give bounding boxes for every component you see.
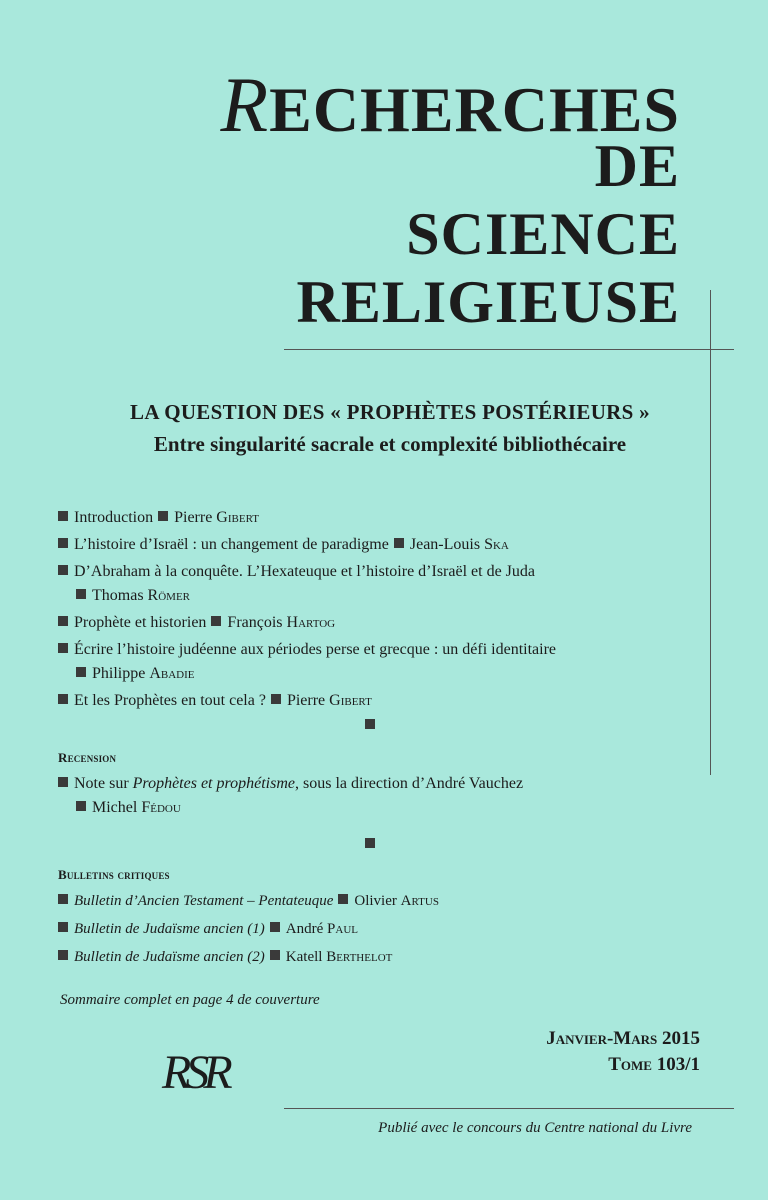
bullet-square-icon bbox=[58, 950, 68, 960]
bullet-square-icon bbox=[76, 589, 86, 599]
horizontal-rule bbox=[284, 349, 734, 350]
bullet-square-icon bbox=[58, 694, 68, 704]
title-initial: R bbox=[220, 61, 270, 148]
bullet-square-icon bbox=[58, 565, 68, 575]
journal-title-line-3: SCIENCE bbox=[406, 201, 680, 267]
bullet-square-icon bbox=[58, 922, 68, 932]
author-first: Pierre bbox=[174, 509, 213, 526]
recension-prefix: Note sur bbox=[74, 775, 133, 792]
author-first: Katell bbox=[285, 949, 323, 965]
article-title: Et les Prophètes en tout cela ? bbox=[74, 692, 266, 709]
recension-label: Recension bbox=[58, 750, 117, 765]
article-title: L’histoire d’Israël : un changement de paradigme bbox=[74, 536, 389, 553]
bullet-square-icon bbox=[58, 643, 68, 653]
bulletin-item bbox=[58, 917, 708, 941]
section-divider-icon bbox=[365, 719, 375, 729]
author-last: Fédou bbox=[141, 799, 181, 816]
bulletin-item bbox=[58, 945, 708, 969]
bullet-square-icon bbox=[270, 922, 280, 932]
recension-list bbox=[58, 772, 708, 823]
article-title: Prophète et historien bbox=[74, 614, 207, 631]
article-title: Introduction bbox=[74, 509, 154, 526]
author-first: Michel bbox=[92, 799, 138, 816]
bullet-square-icon bbox=[394, 538, 404, 548]
toc-item bbox=[58, 611, 708, 635]
journal-title-line-2: DE bbox=[594, 133, 680, 199]
toc-item bbox=[58, 506, 708, 530]
bulletin-title: Bulletin de Judaïsme ancien (2) bbox=[74, 949, 265, 965]
section-divider-icon bbox=[365, 838, 375, 848]
vertical-rule bbox=[710, 290, 711, 775]
bottom-rule bbox=[284, 1108, 734, 1109]
recension-book-title: Prophètes et prophétisme bbox=[132, 775, 295, 792]
toc-item bbox=[58, 689, 708, 713]
article-title: D’Abraham à la conquête. L’Hexateuque et l’histoire d’Israël et de Juda bbox=[74, 563, 535, 580]
author-first: Pierre bbox=[286, 692, 326, 709]
publisher-note: Publié avec le concours du Centre national du Livre bbox=[378, 1120, 692, 1136]
summary-note: Sommaire complet en page 4 de couverture bbox=[60, 992, 320, 1008]
recension-item bbox=[58, 772, 708, 820]
logo-text: RSR bbox=[162, 1046, 227, 1099]
bullet-square-icon bbox=[58, 538, 68, 548]
issue-tome: Tome 103/1 bbox=[608, 1054, 700, 1075]
author-last: Gibert bbox=[216, 509, 259, 526]
bulletin-title: Bulletin d’Ancien Testament – Pentateuque bbox=[74, 893, 334, 909]
table-of-contents bbox=[58, 506, 708, 716]
author-last: Ska bbox=[484, 536, 509, 553]
bulletins-list bbox=[58, 889, 708, 973]
author-last: Berthelot bbox=[326, 949, 393, 965]
author-last: Abadie bbox=[149, 665, 195, 682]
author-last: Paul bbox=[327, 921, 358, 937]
rsr-logo-icon bbox=[158, 1042, 278, 1102]
author-first: André bbox=[285, 921, 324, 937]
bullet-square-icon bbox=[76, 667, 86, 677]
bullet-square-icon bbox=[58, 777, 68, 787]
author-last: Römer bbox=[147, 587, 190, 604]
bullet-square-icon bbox=[271, 694, 281, 704]
toc-item bbox=[58, 560, 708, 608]
bullet-square-icon bbox=[58, 511, 68, 521]
issue-date: Janvier-Mars 2015 bbox=[546, 1028, 700, 1049]
bullet-square-icon bbox=[158, 511, 168, 521]
bulletin-title: Bulletin de Judaïsme ancien (1) bbox=[74, 921, 265, 937]
theme-title: LA QUESTION DES « PROPHÈTES POSTÉRIEURS » bbox=[130, 400, 650, 424]
author-first: Olivier bbox=[354, 893, 397, 909]
author-first: François bbox=[227, 614, 283, 631]
theme-subtitle: Entre singularité sacrale et complexité bibliothécaire bbox=[153, 432, 627, 456]
bulletins-label: Bulletins critiques bbox=[58, 867, 170, 882]
bulletin-item bbox=[58, 889, 708, 913]
bullet-square-icon bbox=[211, 616, 221, 626]
author-first: Philippe bbox=[92, 665, 146, 682]
journal-title-line-4: RELIGIEUSE bbox=[296, 269, 680, 335]
toc-item bbox=[58, 533, 708, 557]
article-title: Écrire l’histoire judéenne aux périodes perse et grecque : un défi identitaire bbox=[74, 641, 557, 658]
bullet-square-icon bbox=[58, 616, 68, 626]
author-first: Jean-Louis bbox=[409, 536, 481, 553]
title-rest: ECHERCHES bbox=[269, 74, 680, 145]
author-last: Gibert bbox=[329, 692, 372, 709]
author-last: Hartog bbox=[286, 614, 336, 631]
rsr-logo bbox=[158, 1042, 278, 1107]
author-first: Thomas bbox=[92, 587, 144, 604]
bullet-square-icon bbox=[58, 894, 68, 904]
bullet-square-icon bbox=[270, 950, 280, 960]
recension-suffix: , sous la direction d’André Vauchez bbox=[295, 775, 524, 792]
bullet-square-icon bbox=[338, 894, 348, 904]
author-last: Artus bbox=[400, 893, 439, 909]
bullet-square-icon bbox=[76, 801, 86, 811]
toc-item bbox=[58, 638, 708, 686]
